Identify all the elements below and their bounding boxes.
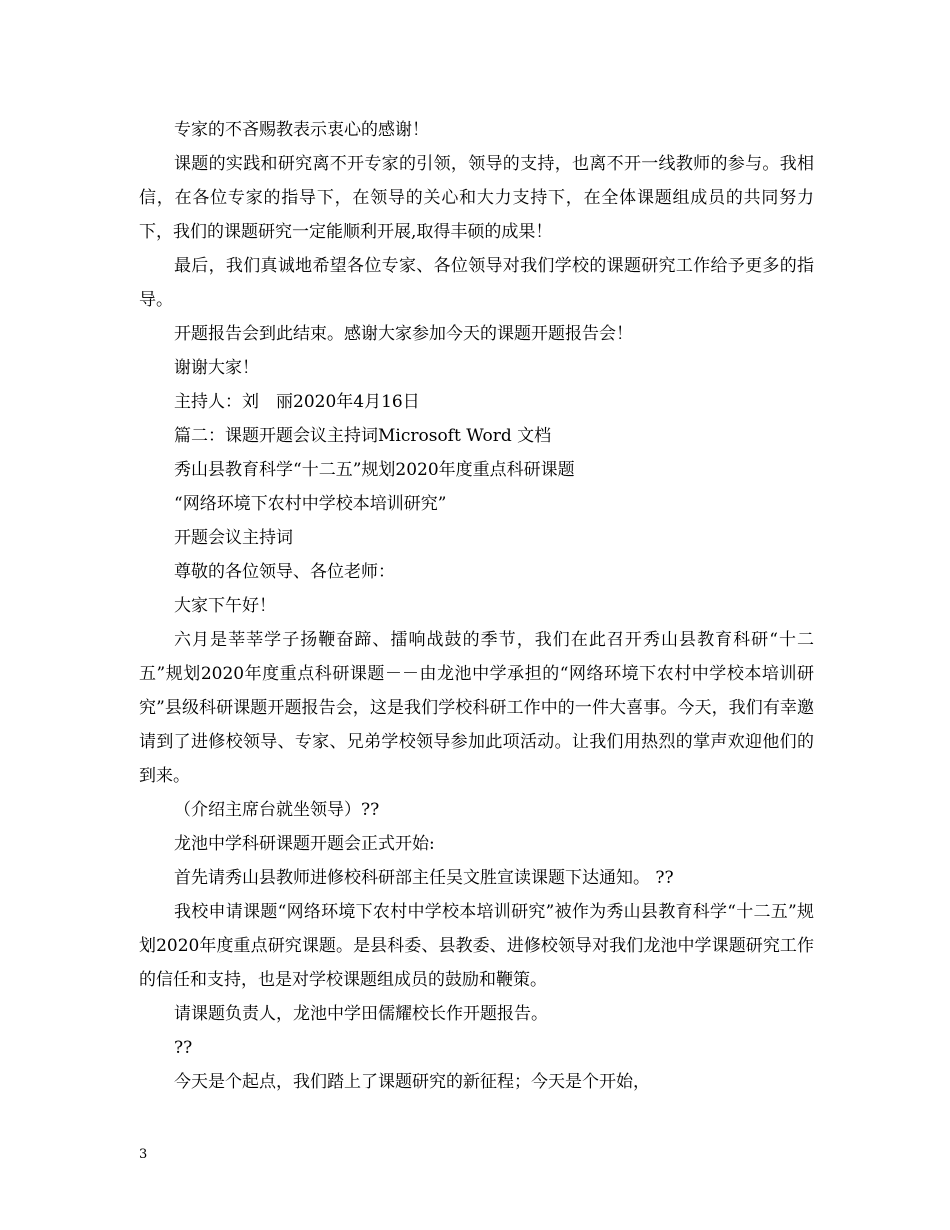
paragraph-closing-thanks: 专家的不吝赐教表示衷心的感谢！ — [174, 120, 429, 140]
paragraph-project-approval: 我校申请课题“网络环境下农村中学校本培训研究”被作为秀山县教育科学“十二五”规划2020年度重点研究课题。是县科委、县教委、进修校领导对我们龙池中学课题研究工作的信任和支持，也是对学校课题组成员的鼓励和鞭策。 — [139, 902, 814, 990]
paragraph-new-journey: 今天是个起点，我们踏上了课题研究的新征程；今天是个开始， — [174, 1072, 650, 1092]
paragraph-read-notice: 首先请秀山县教师进修校科研部主任吴文胜宣读课题下达通知。 ?? — [174, 868, 674, 888]
paragraph-final-hope: 最后，我们真诚地希望各位专家、各位领导对我们学校的课题研究工作给予更多的指导。 — [139, 256, 814, 310]
paragraph-placeholder-marks: ?? — [174, 1038, 193, 1058]
paragraph-expert-guidance: 课题的实践和研究离不开专家的引领，领导的支持，也离不开一线教师的参与。我相信，在各位专家的指导下，在领导的关心和大力支持下，在全体课题组成员的共同努力下，我们的课题研究一定能顺利开展,取得丰硕的成果！ — [139, 154, 814, 242]
paragraph-thank-you: 谢谢大家！ — [174, 358, 259, 378]
paragraph-meeting-start: 龙池中学科研课题开题会正式开始: — [174, 834, 435, 854]
paragraph-part-two-heading: 篇二：课题开题会议主持词Microsoft Word 文档 — [174, 426, 552, 446]
paragraph-project-title-line2: “网络环境下农村中学校本培训研究” — [174, 494, 447, 514]
paragraph-speech-title: 开题会议主持词 — [174, 528, 293, 548]
paragraph-opening-remarks: 六月是莘莘学子扬鞭奋蹄、擂响战鼓的季节，我们在此召开秀山县教育科研“十二五”规划2020年度重点科研课题－－由龙池中学承担的“网络环境下农村中学校本培训研究”县级科研课题开题报告会，这是我们学校科研工作中的一件大喜事。今天，我们有幸邀请到了进修校领导、专家、兄弟学校领导参加此项活动。让我们用热烈的掌声欢迎他们的到来。 — [139, 630, 814, 786]
paragraph-report-request: 请课题负责人，龙池中学田儒耀校长作开题报告。 — [174, 1004, 548, 1024]
paragraph-host-date: 主持人：刘 丽2020年4月16日 — [174, 392, 420, 412]
document-body — [139, 113, 814, 1099]
paragraph-introduce-leaders: （介绍主席台就坐领导）?? — [174, 800, 380, 820]
page-number: 3 — [139, 1147, 148, 1162]
paragraph-salutation: 尊敬的各位领导、各位老师： — [174, 562, 395, 582]
paragraph-meeting-end: 开题报告会到此结束。感谢大家参加今天的课题开题报告会！ — [174, 324, 633, 344]
paragraph-project-title-line1: 秀山县教育科学“十二五”规划2020年度重点科研课题 — [174, 460, 575, 480]
paragraph-greeting: 大家下午好！ — [174, 596, 276, 616]
